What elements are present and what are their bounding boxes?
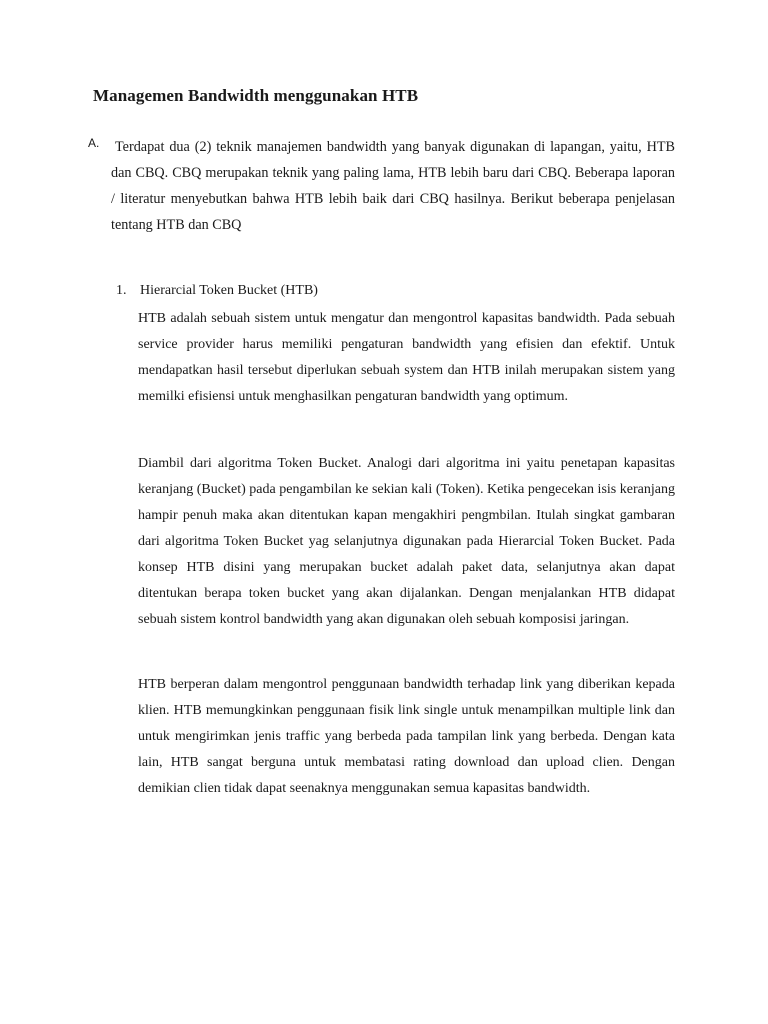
intro-paragraph: Terdapat dua (2) teknik manajemen bandwidth yang banyak digunakan di lapangan, yaitu, HTB dan CBQ. CBQ merupakan teknik yang paling lama, HTB lebih baru dari CBQ. Beberapa laporan / literatur menyebutkan bahwa HTB lebih baik dari CBQ hasilnya. Berikut beberapa penjelasan tentang HTB dan CBQ bbox=[111, 139, 675, 233]
paragraph-htb-role: HTB berperan dalam mengontrol penggunaan bandwidth terhadap link yang diberikan kepada klien. HTB memungkinkan penggunaan fisik link single untuk menampilkan multiple link dan untuk mengirimkan jenis traffic yang berbeda pada tampilan link yang berbeda. Dengan kata lain, HTB sangat berguna untuk membatasi rating download dan upload clien. Dengan demikian clien tidak dapat seenaknya menggunakan semua kapasitas bandwidth. bbox=[138, 677, 675, 796]
section-heading: Hierarcial Token Bucket (HTB) bbox=[140, 283, 318, 298]
document-title: Managemen Bandwidth menggunakan HTB bbox=[93, 86, 419, 105]
paragraph-htb-definition: HTB adalah sebuah sistem untuk mengatur dan mengontrol kapasitas bandwidth. Pada sebuah service provider harus memiliki pengaturan bandwidth yang efisien dan efektif. Untuk mendapatkan hasil tersebut diperlukan sebuah system dan HTB inilah merupakan sistem yang memilki efisiensi untuk menghasilkan pengaturan bandwidth yang optimum. bbox=[138, 311, 675, 404]
section-number: 1. bbox=[116, 283, 127, 298]
paragraph-token-bucket: Diambil dari algoritma Token Bucket. Analogi dari algoritma ini yaitu penetapan kapasitas keranjang (Bucket) pada pengambilan ke sekian kali (Token). Ketika pengecekan isis keranjang hampir penuh maka akan ditentukan kapan mengakhiri pengmbilan. Itulah singkat gambaran dari algoritma Token Bucket yag selanjutnya digunakan pada Hierarcial Token Bucket. Pada konsep HTB disini yang merupakan bucket adalah paket data, selanjutnya akan dapat ditentukan berapa token bucket yang akan dijalankan. Dengan menjalankan HTB didapat sebuah sistem kontrol bandwidth yang akan digunakan oleh sebuah komposisi jaringan. bbox=[138, 456, 675, 627]
intro-list-marker: A. bbox=[88, 136, 100, 150]
